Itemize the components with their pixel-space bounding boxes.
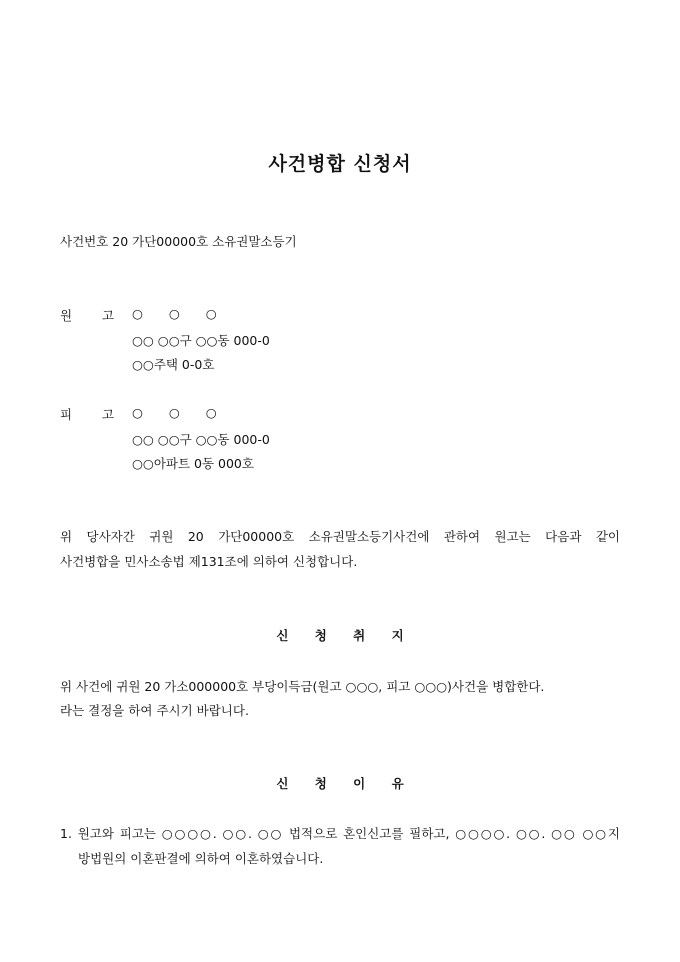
defendant-name: ○ ○ ○ [132,405,217,420]
intro-paragraph-line1: 위 당사자간 귀원 20 가단00000호 소유권말소등기사건에 관하여 원고는 다음과 같이 [60,529,620,544]
intro-paragraph-line2: 사건병합을 민사소송법 제131조에 의하여 신청합니다. [60,554,358,569]
plaintiff-name: ○ ○ ○ [132,306,217,321]
purpose-line2: 라는 결정을 하여 주시기 바랍니다. [60,703,249,718]
purpose-line1: 위 사건에 귀원 20 가소000000호 부당이득금(원고 ○○○, 피고 ○○○)사건을 병합한다. [60,679,545,694]
reason-line2: 방법원의 이혼판결에 의하여 이혼하였습니다. [78,851,324,866]
reason-heading: 신 청 이 유 [276,776,404,791]
case-number-line: 사건번호 20 가단00000호 소유권말소등기 [60,234,297,249]
plaintiff-address-line1: ○○ ○○구 ○○동 000-0 [132,333,270,348]
defendant-address-line1: ○○ ○○구 ○○동 000-0 [132,432,270,447]
defendant-address-line2: ○○아파트 0동 000호 [132,456,254,471]
plaintiff-address-line2: ○○주택 0-0호 [132,357,215,372]
defendant-label: 피 고 [60,407,115,422]
purpose-heading: 신 청 취 지 [276,628,404,643]
plaintiff-label: 원 고 [60,308,115,323]
document-title: 사건병합 신청서 [268,153,412,175]
reason-line1: 1. 원고와 피고는 ○○○○. ○○. ○○ 법적으로 혼인신고를 필하고, ○○○○. ○○. ○○ ○○지 [60,826,620,841]
